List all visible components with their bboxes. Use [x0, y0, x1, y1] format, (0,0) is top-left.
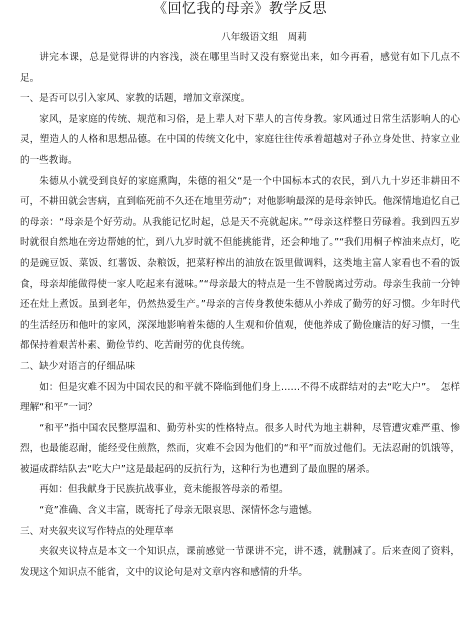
section-heading-2: 二、缺少对语言的仔细品味 — [20, 360, 136, 372]
paragraph-narration: 夹叙夹议特点是本文一个知识点，课前感觉一节课讲不完，讲不透，就删减了。后来查阅了资料，发现这个知识点不能省，文中的议论句是对文章内容和感情的升华。 — [20, 546, 460, 578]
section-heading-3: 三、对夹叙夹议写作特点的处理草率 — [20, 525, 174, 537]
paragraph-peace-analysis: “和平”指中国农民整厚温和、勤劳朴实的性格特点。很多人时代为地主耕种，尽管遭灾难严重、惨烈，也最能忍耐，能经受住煎熬，然而，灾难不会因为他们的“和平”而放过他们。无法忍耐的饥饿等，被逼成群结队去“吃大户”这是最起码的反抗行为，这种行为也遭到了最血腥的屠杀。 — [20, 422, 460, 475]
section-heading-1: 一、是否可以引入家风、家教的话题，增加文章深度。 — [20, 93, 251, 105]
paragraph-example-2: 再如：但我献身于民族抗战事业，竟未能报答母亲的希望。 — [39, 484, 289, 496]
document-title: 《回忆我的母亲》教学反思 — [153, 1, 327, 17]
paragraph-example-1: 如：但是灾难不因为中国农民的和平就不降临到他们身上……不得不成群结对的去“吃大户”。 怎样理解“和平”一词？ — [20, 381, 460, 414]
paragraph-intro: 讲完本课，总是觉得讲的内容浅，淡在哪里当时又没有察觉出来，如今再看，感觉有如下几点不足。 — [20, 52, 460, 84]
paragraph-jing-analysis: “竟”准确、含义丰富，既寄托了母亲无限哀思、深情怀念与遗憾。 — [39, 505, 318, 517]
paragraph-zhu-de: 朱德从小就受到良好的家庭熏陶，朱德的祖父“是一个中国标本式的农民，到八九十岁还非耕田不可，不耕田就会害病，直到临死前不久还在地里劳动”；对他影响最深的是母亲钟氏。他深情地追忆自己的母亲：“母亲是个好劳动。从我能记忆时起，总是天不亮就起床。”“母亲这样整日劳碌着。我到四五岁时就很自然地在旁边帮她的忙，到八九岁时就不但能挑能背，还会种地了。”“我们用桐子榨油来点灯，吃的是豌豆饭、菜饭、红薯饭、杂粮饭，把菜籽榨出的油放在饭里做调料，这类地主富人家看也不看的饭食，母亲却能做得使一家人吃起来有滋味。”“母亲最大的特点是一生不曾脱离过劳动。母亲生我前一分钟还在灶上煮饭。虽到老年，仍然热爱生产。”母亲的言传身教使朱德从小养成了勤劳的好习惯。少年时代的生活经历和他叶的家风，深深地影响着朱德的人生观和价值观，使他养成了勤俭廉洁的好习惯，一生都保持着艰苦朴素、勤俭节约、吃苦耐劳的优良传统。 — [20, 175, 460, 352]
paragraph-family-style: 家风，是家庭的传统、规范和习俗，是上辈人对下辈人的言传身教。家风通过日常生活影响人的心灵，塑造人的人格和思想品德。在中国的传统文化中，家庭往往传承着超越对子孙立身处世、持家立业的一些教诲。 — [20, 113, 460, 166]
document-author: 八年级语文组 周莉 — [221, 32, 307, 43]
